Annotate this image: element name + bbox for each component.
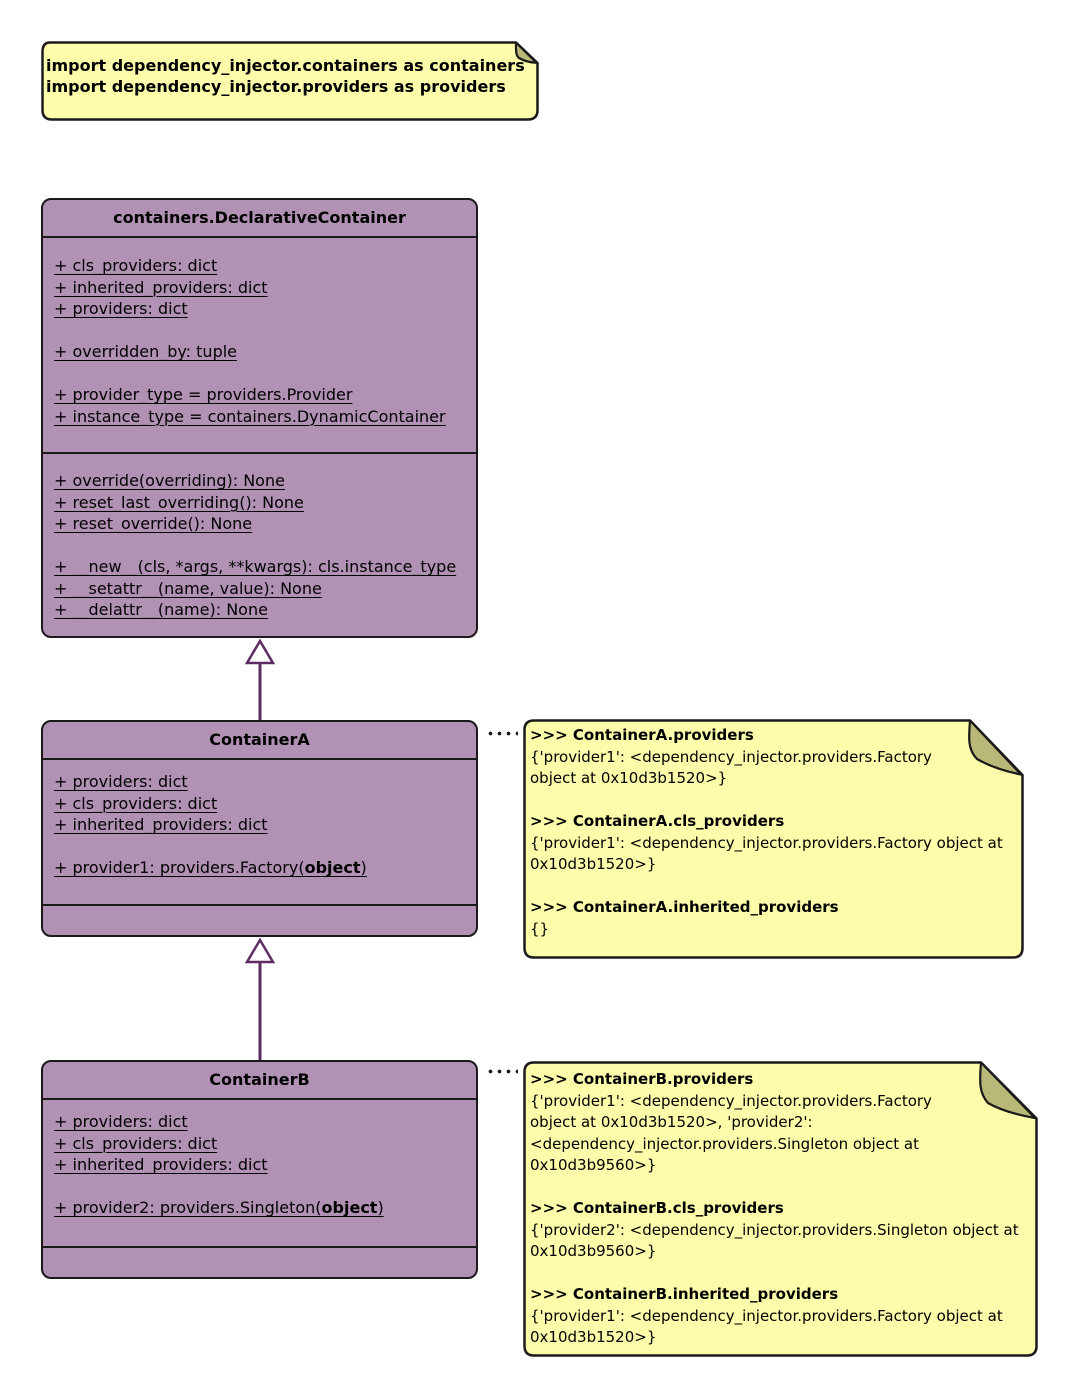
note-b-text xyxy=(522,1060,1039,1358)
console-output: 0x10d3b9560>} xyxy=(530,1242,657,1260)
class-title: ContainerA xyxy=(43,722,476,760)
attribute-line: + providers: dict xyxy=(54,1112,188,1131)
attribute-line: + inherited_providers: dict xyxy=(54,1155,268,1174)
note-link-dots xyxy=(486,731,518,736)
attribute-text: ) xyxy=(377,1198,384,1217)
console-output: {'provider2': <dependency_injector.providers.Singleton object at xyxy=(530,1220,1019,1239)
note-container-a xyxy=(522,718,1025,960)
method-line: + __new__(cls, *args, **kwargs): cls.instance_type xyxy=(54,557,457,576)
console-output: {'provider1': <dependency_injector.providers.Factory xyxy=(530,1091,932,1110)
attribute-emphasis: object xyxy=(321,1198,378,1217)
method-line: + reset_override(): None xyxy=(54,514,253,533)
console-output: 0x10d3b1520>} xyxy=(530,855,657,873)
attribute-text: ) xyxy=(360,858,367,877)
console-command: >>> ContainerA.cls_providers xyxy=(530,812,785,830)
attribute-text: + provider1: providers.Factory( xyxy=(54,858,305,877)
methods-section-empty xyxy=(43,1246,476,1277)
blank-line xyxy=(54,363,470,385)
inheritance-arrow-icon xyxy=(244,638,276,720)
method-line: + reset_last_overriding(): None xyxy=(54,492,304,512)
attribute-line xyxy=(54,857,470,879)
attribute-line: + overridden_by: tuple xyxy=(54,342,238,361)
console-output: object at 0x10d3b1520>, 'provider2': xyxy=(530,1113,813,1131)
blank-line xyxy=(530,1263,1031,1285)
note-link-dots xyxy=(486,1069,518,1074)
import-note-text xyxy=(40,40,540,122)
console-output: {'provider1': <dependency_injector.providers.Factory xyxy=(530,747,932,766)
attribute-line: + instance_type = containers.DynamicContainer xyxy=(54,406,446,426)
attribute-text: + provider2: providers.Singleton( xyxy=(54,1198,322,1217)
attribute-line: + provider_type = providers.Provider xyxy=(54,385,353,404)
console-output: object at 0x10d3b1520>} xyxy=(530,769,728,787)
attribute-line: + inherited_providers: dict xyxy=(54,815,268,834)
note-a-text xyxy=(522,718,1025,960)
inheritance-arrow-icon xyxy=(244,937,276,1060)
method-line: + __setattr__(name, value): None xyxy=(54,578,322,598)
blank-line xyxy=(530,1177,1031,1199)
blank-line xyxy=(530,876,1017,898)
note-imports xyxy=(40,40,540,122)
console-command: >>> ContainerB.inherited_providers xyxy=(530,1285,839,1303)
method-line: + __delattr__(name): None xyxy=(54,600,268,619)
class-container-a xyxy=(41,720,478,937)
attribute-line: + inherited_providers: dict xyxy=(54,277,268,297)
attribute-line: + providers: dict xyxy=(54,772,188,791)
method-line: + override(overriding): None xyxy=(54,471,285,490)
blank-line xyxy=(54,836,470,858)
methods-section-empty xyxy=(43,904,476,935)
attributes-section xyxy=(43,238,476,452)
attribute-line: + cls_providers: dict xyxy=(54,1133,218,1153)
attributes-section xyxy=(43,1100,476,1246)
console-command: >>> ContainerA.inherited_providers xyxy=(530,898,839,916)
console-output: 0x10d3b1520>} xyxy=(530,1328,657,1346)
methods-section xyxy=(43,452,476,636)
import-line: import dependency_injector.providers as providers xyxy=(46,77,506,96)
console-output: {'provider1': <dependency_injector.providers.Factory object at xyxy=(530,833,1003,852)
blank-line xyxy=(530,790,1017,812)
blank-line xyxy=(54,1176,470,1198)
console-output: {} xyxy=(530,919,550,938)
note-container-b xyxy=(522,1060,1039,1358)
class-title: containers.DeclarativeContainer xyxy=(43,200,476,238)
blank-line xyxy=(54,320,470,342)
attribute-line xyxy=(54,1197,470,1219)
attributes-section xyxy=(43,760,476,904)
class-title: ContainerB xyxy=(43,1062,476,1100)
attribute-line: + providers: dict xyxy=(54,299,188,318)
class-container-b xyxy=(41,1060,478,1279)
console-command: >>> ContainerB.providers xyxy=(530,1070,754,1088)
console-output: 0x10d3b9560>} xyxy=(530,1156,657,1174)
console-command: >>> ContainerA.providers xyxy=(530,726,754,744)
class-declarative-container xyxy=(41,198,478,638)
attribute-line: + cls_providers: dict xyxy=(54,793,218,813)
console-command: >>> ContainerB.cls_providers xyxy=(530,1199,784,1217)
console-output: <dependency_injector.providers.Singleton object at xyxy=(530,1134,919,1153)
console-output: {'provider1': <dependency_injector.providers.Factory object at xyxy=(530,1306,1003,1325)
attribute-line: + cls_providers: dict xyxy=(54,256,218,275)
import-line: import dependency_injector.containers as containers xyxy=(46,56,525,75)
attribute-emphasis: object xyxy=(304,858,361,877)
blank-line xyxy=(54,535,470,557)
